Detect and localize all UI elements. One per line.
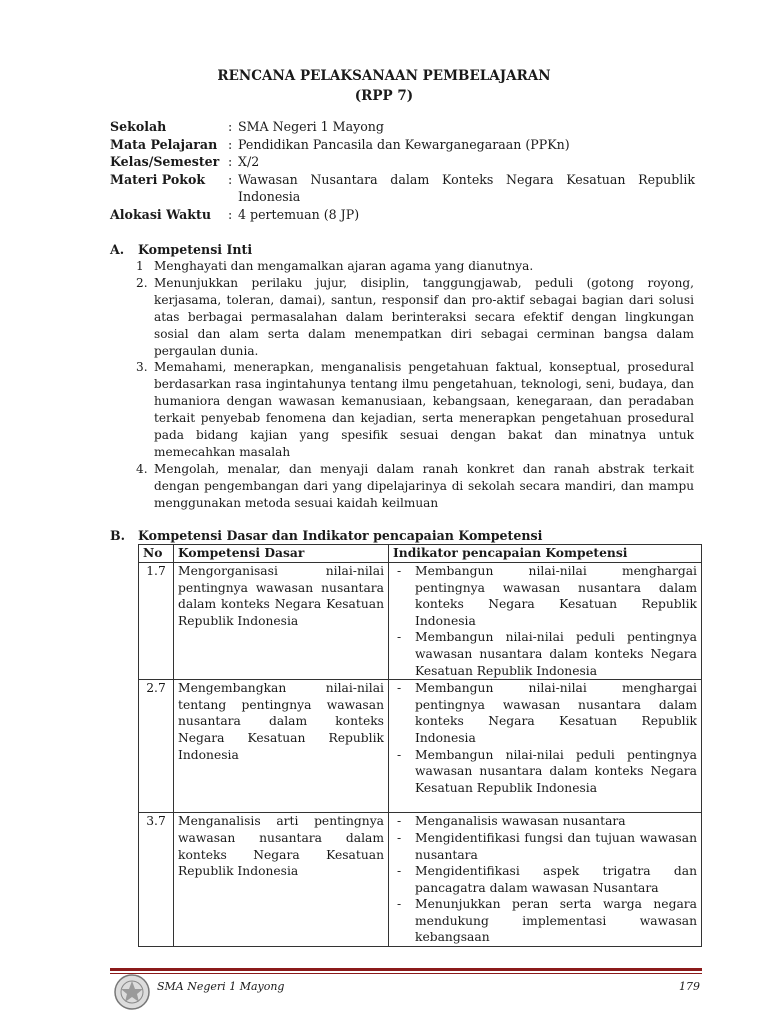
section-b-heading bbox=[110, 527, 542, 544]
identity-separator: : bbox=[228, 154, 233, 169]
kompetensi-inti-list bbox=[136, 258, 694, 512]
list-item-number: 2. bbox=[136, 275, 148, 290]
indicator-text: Membangun nilai-nilai peduli pentingnya wawasan nusantara dalam konteks Negara Kesatuan Republik Indonesia bbox=[415, 630, 697, 678]
identity-label: Mata Pelajaran bbox=[110, 136, 218, 152]
kompetensi-table bbox=[138, 544, 702, 947]
indicator-text: Menganalisis wawasan nusantara bbox=[415, 814, 626, 829]
identity-label: Alokasi Waktu bbox=[110, 206, 212, 222]
identity-row bbox=[110, 171, 695, 206]
identity-row bbox=[110, 136, 695, 154]
list-item-text: Menunjukkan perilaku jujur, disiplin, tanggungjawab, peduli (gotong royong, kerjasama, toleran, damai), santun, responsif dan pro-aktif sebagai bagian dari solusi atas berbagai permasalahan dalam berinteraksi secara efektif dengan lingkungan sosial dan alam serta dalam menempatkan diri sebagai cerminan bangsa dalam pergaulan dunia. bbox=[154, 275, 694, 358]
identity-label: Kelas/Semester bbox=[110, 154, 220, 169]
indicator-item: - Menunjukkan peran serta warga negara mendukung implementasi wawasan kebangsaan bbox=[397, 897, 697, 945]
cell-kompetensi-dasar: Mengorganisasi nilai-nilai pentingnya wawasan nusantara dalam konteks Negara Kesatuan Republik Indonesia bbox=[174, 563, 389, 680]
footer-rule-thin bbox=[110, 973, 702, 974]
list-item bbox=[136, 461, 694, 512]
section-a-heading bbox=[110, 241, 252, 258]
table-row bbox=[139, 680, 702, 813]
table-row bbox=[139, 813, 702, 947]
footer-rule bbox=[110, 968, 702, 971]
cell-no: 2.7 bbox=[139, 680, 174, 813]
document-heading bbox=[0, 66, 768, 106]
cell-no: 1.7 bbox=[139, 563, 174, 680]
indicator-item: - Membangun nilai-nilai peduli pentingnya wawasan nusantara dalam konteks Negara Kesatuan Republik Indonesia bbox=[397, 747, 697, 795]
identity-value: 4 pertemuan (8 JP) bbox=[238, 206, 360, 222]
list-item-text: Mengolah, menalar, dan menyaji dalam ranah konkret dan ranah abstrak terkait dengan pengembangan dari yang dipelajarinya di sekolah secara mandiri, dan mampu menggunakan metoda sesuai kaidah keilmuan bbox=[154, 461, 694, 510]
list-item bbox=[136, 275, 694, 360]
indicator-list bbox=[393, 813, 697, 946]
identity-value: X/2 bbox=[238, 154, 260, 169]
list-item bbox=[136, 359, 694, 460]
list-item bbox=[136, 258, 694, 275]
indicator-text: Membangun nilai-nilai peduli pentingnya wawasan nusantara dalam konteks Negara Kesatuan Republik Indonesia bbox=[415, 747, 697, 795]
section-title: Kompetensi Inti bbox=[138, 242, 253, 257]
cell-indikator bbox=[389, 680, 702, 813]
table-header-row bbox=[139, 545, 702, 563]
indicator-item: - Menganalisis wawasan nusantara bbox=[393, 813, 697, 830]
header-kompetensi-dasar: Kompetensi Dasar bbox=[174, 545, 389, 563]
footer-school-name: SMA Negeri 1 Mayong bbox=[157, 980, 285, 993]
section-letter: B. bbox=[110, 528, 126, 543]
cell-indikator bbox=[389, 563, 702, 680]
indicator-item: - Membangun nilai-nilai peduli pentingnya wawasan nusantara dalam konteks Negara Kesatuan Republik Indonesia bbox=[397, 630, 697, 678]
identity-value: Wawasan Nusantara dalam Konteks Negara Kesatuan Republik Indonesia bbox=[238, 171, 695, 204]
header-indikator: Indikator pencapaian Kompetensi bbox=[389, 545, 702, 563]
indicator-item: - Membangun nilai-nilai menghargai pentingnya wawasan nusantara dalam konteks Negara Kesatuan Republik Indonesia bbox=[397, 564, 697, 628]
list-item-number: 4. bbox=[136, 461, 148, 476]
identity-value: Pendidikan Pancasila dan Kewarganegaraan (PPKn) bbox=[238, 136, 570, 152]
indicator-item: - Membangun nilai-nilai menghargai pentingnya wawasan nusantara dalam konteks Negara Kesatuan Republik Indonesia bbox=[397, 681, 697, 745]
section-letter: A. bbox=[110, 242, 125, 257]
footer-page-number: 179 bbox=[679, 980, 700, 993]
header-no: No bbox=[139, 545, 174, 563]
list-item-number: 3. bbox=[136, 360, 148, 375]
identity-value: SMA Negeri 1 Mayong bbox=[238, 119, 384, 134]
identity-separator: : bbox=[228, 171, 233, 187]
indicator-item: - Mengidentifikasi aspek trigatra dan pancagatra dalam wawasan Nusantara bbox=[397, 864, 697, 895]
list-item-number: 1 bbox=[136, 259, 144, 273]
list-item-text: Menghayati dan mengamalkan ajaran agama yang dianutnya. bbox=[154, 259, 534, 273]
indicator-item: - Mengidentifikasi fungsi dan tujuan wawasan nusantara bbox=[397, 830, 697, 862]
identity-separator: : bbox=[228, 206, 233, 222]
identity-block bbox=[110, 118, 695, 223]
identity-separator: : bbox=[228, 119, 233, 134]
indicator-list bbox=[393, 563, 697, 679]
identity-separator: : bbox=[228, 136, 233, 152]
indicator-text: Mengidentifikasi aspek trigatra dan pancagatra dalam wawasan Nusantara bbox=[415, 864, 697, 895]
document-subtitle: (RPP 7) bbox=[354, 88, 414, 104]
cell-indikator bbox=[389, 813, 702, 947]
indicator-text: Membangun nilai-nilai menghargai pentingnya wawasan nusantara dalam konteks Negara Kesatuan Republik Indonesia bbox=[415, 564, 697, 628]
section-title: Kompetensi Dasar dan Indikator pencapaian Kompetensi bbox=[138, 528, 543, 543]
identity-row bbox=[110, 153, 695, 171]
identity-row bbox=[110, 206, 695, 224]
cell-kompetensi-dasar: Mengembangkan nilai-nilai tentang pentingnya wawasan nusantara dalam konteks Negara Kesatuan Republik Indonesia bbox=[174, 680, 389, 813]
cell-no: 3.7 bbox=[139, 813, 174, 947]
list-item-text: Memahami, menerapkan, menganalisis pengetahuan faktual, konseptual, prosedural berdasarkan rasa ingintahunya tentang ilmu pengetahuan, teknologi, seni, budaya, dan humaniora dengan wawasan kemanusiaan, kebangsaan, kenegaraan, dan peradaban terkait penyebab fenomena dan kejadian, serta menerapkan pengetahuan prosedural pada bidang kajian yang spesifik sesuai dengan bakat dan minatnya untuk memecahkan masalah bbox=[154, 360, 694, 459]
indicator-text: Menunjukkan peran serta warga negara mendukung implementasi wawasan kebangsaan bbox=[415, 897, 697, 945]
identity-label: Sekolah bbox=[110, 119, 167, 134]
indicator-text: Mengidentifikasi fungsi dan tujuan wawasan nusantara bbox=[415, 830, 697, 862]
document-title: RENCANA PELAKSANAAN PEMBELAJARAN bbox=[217, 68, 551, 84]
identity-label: Materi Pokok bbox=[110, 171, 206, 187]
table-row bbox=[139, 563, 702, 680]
cell-kompetensi-dasar: Menganalisis arti pentingnya wawasan nusantara dalam konteks Negara Kesatuan Republik Indonesia bbox=[174, 813, 389, 947]
indicator-text: Membangun nilai-nilai menghargai pentingnya wawasan nusantara dalam konteks Negara Kesatuan Republik Indonesia bbox=[415, 681, 697, 745]
indicator-list bbox=[393, 680, 697, 796]
identity-row bbox=[110, 118, 695, 136]
school-emblem-icon bbox=[112, 972, 152, 1012]
